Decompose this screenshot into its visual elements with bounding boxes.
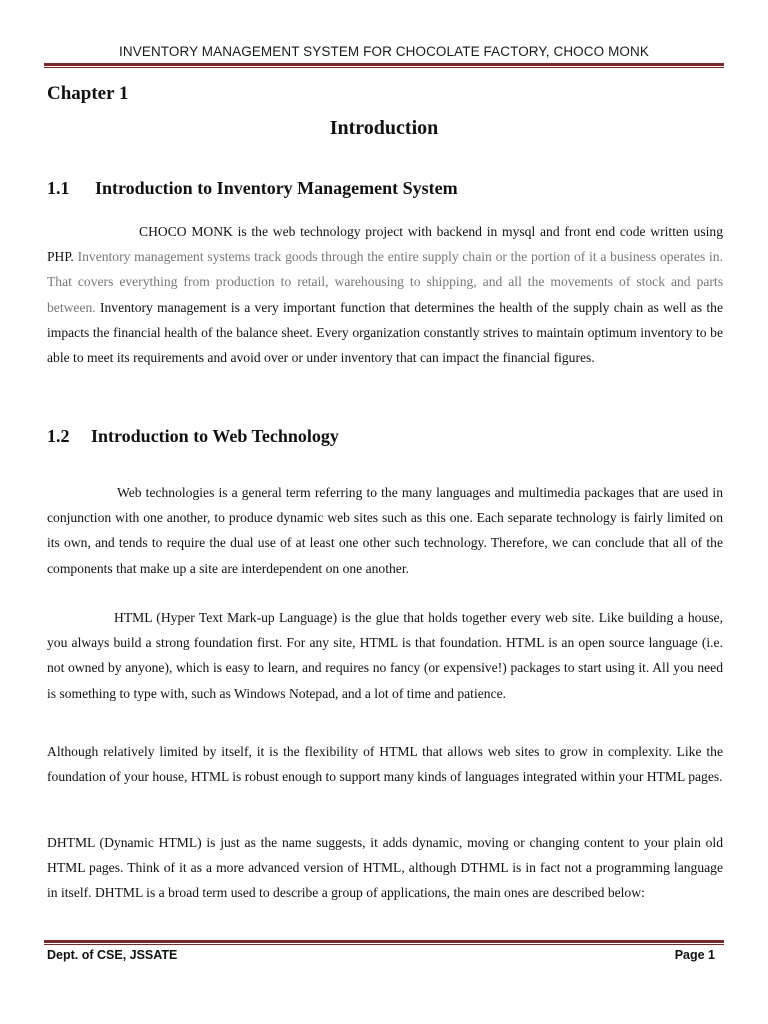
footer-page-number: Page 1 bbox=[674, 948, 715, 962]
chapter-title: Introduction bbox=[329, 117, 439, 139]
chapter-label: Chapter 1 bbox=[47, 83, 129, 104]
paragraph-text-gray: Inventory management systems track goods through the entire supply chain or the portion of it a business operates in. That covers everything from production to retail, warehousing to shipping, and all the movements of stock and parts between. bbox=[47, 249, 723, 315]
header-rule bbox=[44, 63, 724, 68]
section-title: Introduction to Inventory Management System bbox=[95, 178, 458, 198]
paragraph-dhtml: DHTML (Dynamic HTML) is just as the name suggests, it adds dynamic, moving or changing content to your plain old HTML pages. Think of it as a more advanced version of HTML, although DTHML is in fact not a programming language in itself. DHTML is a broad term used to describe a group of applications, the main ones are described below: bbox=[47, 835, 723, 901]
paragraph-inventory-intro bbox=[47, 219, 723, 370]
footer-department: Dept. of CSE, JSSATE bbox=[47, 948, 178, 962]
paragraph-html: HTML (Hyper Text Mark-up Language) is the glue that holds together every web site. Like building a house, you always build a strong foundation first. For any site, HTML is that foundation. HTML is an open source language (i.e. not owned by anyone), which is easy to learn, and requires no fancy (or expensive!) packages to start using it. All you need is something to type with, such as Windows Notepad, and a lot of time and patience. bbox=[47, 610, 723, 701]
running-header: INVENTORY MANAGEMENT SYSTEM FOR CHOCOLATE FACTORY, CHOCO MONK bbox=[119, 44, 649, 59]
paragraph-web-tech: Web technologies is a general term referring to the many languages and multimedia packages that are used in conjunction with one another, to produce dynamic web sites such as this one. Each separate technology is fairly limited on its own, and tends to require the dual use of at least one other such technology. Therefore, we can conclude that all of the components that make up a site are interdependent on one another. bbox=[47, 485, 723, 576]
section-number: 1.1 bbox=[47, 178, 70, 198]
paragraph-html-flexibility: Although relatively limited by itself, it is the flexibility of HTML that allows web sites to grow in complexity. Like the foundation of your house, HTML is robust enough to support many kinds of languages integrated within your HTML pages. bbox=[47, 744, 723, 785]
footer-rule bbox=[44, 940, 724, 945]
section-heading-1-1 bbox=[47, 178, 458, 199]
paragraph-text: Inventory management is a very important function that determines the health of the supply chain as well as the impacts the financial health of the balance sheet. Every organization constantly strives to maintain optimum inventory to be able to meet its requirements and avoid over or under inventory that can impact the financial figures. bbox=[47, 299, 723, 366]
section-heading-1-2 bbox=[47, 426, 339, 447]
paragraph-text: CHOCO MONK is the web technology project with backend in mysql and front end code written using PHP. bbox=[47, 224, 723, 265]
section-title: Introduction to Web Technology bbox=[91, 426, 339, 446]
section-number: 1.2 bbox=[47, 426, 70, 446]
